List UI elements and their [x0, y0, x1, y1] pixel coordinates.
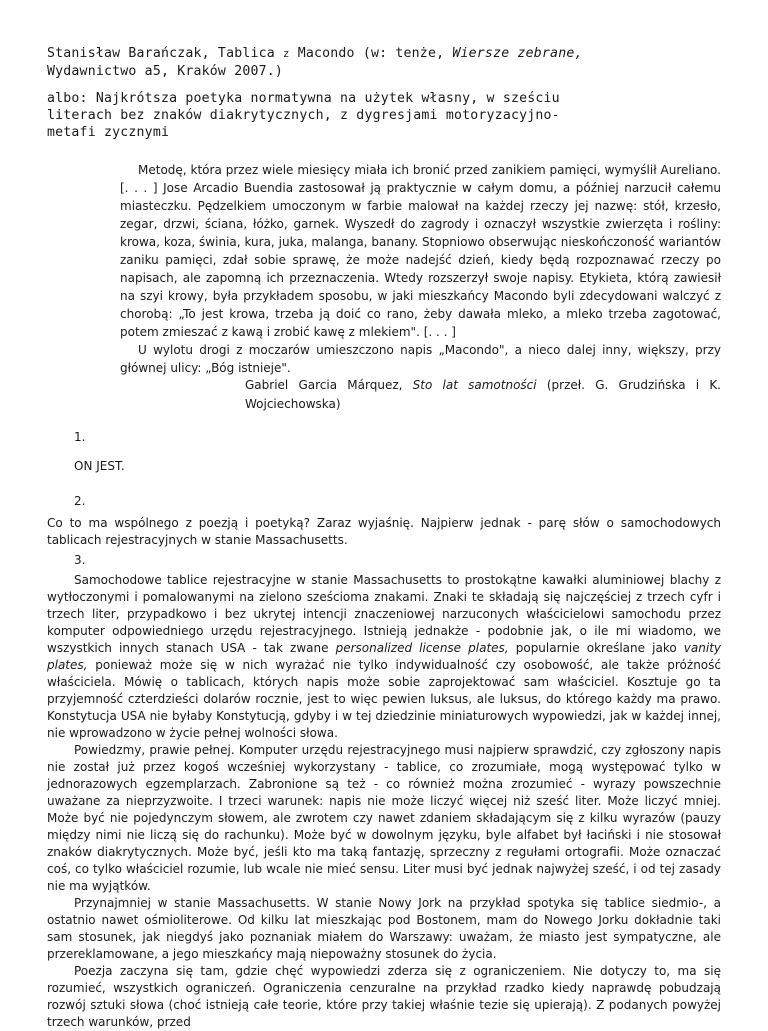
section-number-1: 1. — [74, 430, 86, 444]
subtitle-line: albo: Najkrótsza poetyka normatywna na użytek własny, w sześciu — [47, 91, 560, 106]
epigraph-attribution: Gabriel Garcia Márquez, Sto lat samotności (przeł. G. Grudzińska i K. Wojciechowska) — [245, 378, 721, 411]
citation-line-2: Wydawnictwo a5, Kraków 2007.) — [47, 64, 284, 79]
epigraph-paragraph-2: U wylotu drogi z moczarów umieszczono napis „Macondo", a nieco dalej inny, większy, przy głównej ulicy: „Bóg istnieje". — [120, 343, 721, 375]
body-paragraph-2: Powiedzmy, prawie pełnej. Komputer urzędu rejestracyjnego musi najpierw sprawdzić, czy zgłoszony napis nie został już przez kogoś wcześniej wykorzystany - tablice, co zrozumiałe, mogą występować tylko w jednorazowych egzemplarzach. Zabronione są też - co również można zrozumieć - wyrazy powszechnie uważane za nieprzyzwoite. I trzeci warunek: napis nie może liczyć więcej niż sześć liter. Może liczyć mniej. Może być nie pojedynczym słowem, ale zwrotem czy nawet zdaniem składającym się z kilku wyrazów (pauzy między nimi nie liczą się do rachunku). Może być w dowolnym języku, byle alfabet był łaciński i nie stosował znaków diakrytycznych. Może być, jeśli kto ma taką fantazję, sprzeczny z regułami ortografii. Może oznaczać coś, co tylko właściciel rozumie, lub wcale nie mieć sensu. Liter musi być jednak najwyżej sześć, i od tej zasady nie ma wyjątków. — [47, 743, 721, 893]
body-paragraph-4: Poezja zaczyna się tam, gdzie chęć wypowiedzi zderza się z ograniczeniem. Nie dotyczy to, ma się rozumieć, wszystkich ograniczeń. Ograniczenia cenzuralne na przykład rzadko kiedy naprawdę pobudzają rozwój sztuki słowa (choć istnieją całe teorie, które przy takiej właśnie tezie się upierają). Z podanych powyżej trzech warunków, przed — [47, 964, 721, 1029]
body-paragraph-3: Przynajmniej w stanie Massachusetts. W stanie Nowy Jork na przykład spotyka się tablice siedmio-, a ostatnio nawet ośmioliterowe. Od kilku lat mieszkając pod Bostonem, mam do Nowego Jorku dokładnie taki sam stosunek, jak niegdyś jako poznaniak miałem do Warszawy: uważam, że miasto jest sympatyczne, ale przereklamowane, a jego mieszkańcy mają niepoważny stosunek do życia. — [47, 896, 721, 961]
epigraph — [120, 161, 721, 377]
subtitle — [47, 90, 727, 141]
section-number-2: 2. — [74, 494, 86, 508]
section-number-3: 3. — [74, 553, 86, 567]
citation-header — [47, 45, 727, 80]
essay-body — [47, 572, 721, 1031]
body-paragraph-1: Samochodowe tablice rejestracyjne w stanie Massachusetts to prostokątne kawałki aluminiowej blachy z wytłoczonymi i pomalowanymi na zielono sześcioma znakami. Znaki te składają się najczęściej z trzech cyfr i trzech liter, przypadkowo i bez ukrytej intencji znaczeniowej narzuconych właścicielowi samochodu przez komputer odpowiedniego urzędu rejestracyjnego. Istnieją jednakże - podobnie jak, o ile mi wiadomo, we wszystkich innych stanach USA - tak zwane personalized license plates, popularnie określane jako vanity plates, ponieważ może się w nich wyrażać nie tylko indywidualność czy osobowość, ale także próżność właściciela. Mówię o tablicach, których napis może sobie zaprojektować sam właściciel. Kosztuje go ta przyjemność czterdzieści dolarów rocznie, jest to więc pewien luksus, ale luksus, do którego każdy ma prawo. Konstytucja USA nie byłaby Konstytucją, gdyby i w tej dziedzinie miniaturowych wypowiedzi, jak w każdej innej, nie wprowadzono w życie pełnej wolności słowa. — [47, 573, 721, 740]
section-2-text — [47, 515, 721, 549]
subtitle-line: literach bez znaków diakrytycznych, z dygresjami motoryzacyjno- — [47, 108, 560, 123]
paragraph: Co to ma wspólnego z poezją i poetyką? Zaraz wyjaśnię. Najpierw jednak - parę słów o samochodowych tablicach rejestracyjnych w stanie Massachusetts. — [47, 516, 721, 547]
citation-line-1: Stanisław Barańczak, Tablica z Macondo (w: tenże, Wiersze zebrane, — [47, 46, 583, 61]
epigraph-paragraph-1: Metodę, która przez wiele miesięcy miała ich bronić przed zanikiem pamięci, wymyślił Aureliano. [. . . ] Jose Arcadio Buendia zastosował ją praktycznie w całym domu, a później narzucił całemu miasteczku. Pędzelkiem umoczonym w farbie malował na każdej rzeczy jej nazwę: stół, krzesło, zegar, drzwi, ściana, łóżko, garnek. Wyszedł do zagrody i oznaczył wszystkie zwierzęta i rośliny: krowa, koza, świnia, kura, juka, malanga, banany. Stopniowo obserwując nieskończoność wariantów zaniku pamięci, zdał sobie sprawę, że może nadejść dzień, kiedy będą rozpoznawać rzeczy po napisach, ale zapomną ich przeznaczenia. Wtedy rozszerzył swoje napisy. Etykieta, którą zawiesił na szyi krowy, była przykładem sposobu, w jaki mieszkańcy Macondo byli zdecydowani walczyć z chorobą: „To jest krowa, trzeba ją doić co rano, żeby dawała mleko, a mleko trzeba zagotować, potem zmieszać z kawą i zrobić kawę z mlekiem". [. . . ] — [120, 163, 721, 339]
subtitle-line: metafi zycznymi — [47, 125, 170, 140]
section-text-on-jest: ON JEST. — [74, 459, 125, 473]
